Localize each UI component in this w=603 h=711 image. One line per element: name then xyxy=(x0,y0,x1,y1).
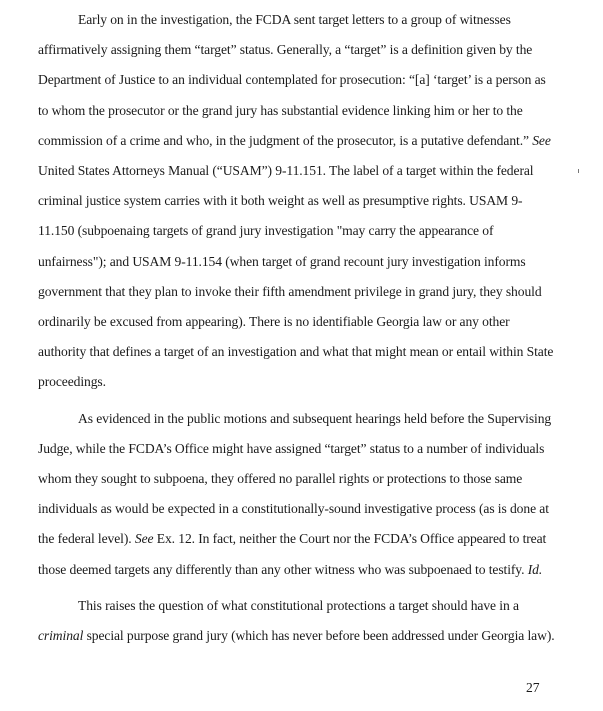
citation-signal-see: See xyxy=(532,132,551,148)
text-segment: special purpose grand jury (which has never before been addressed under Georgia law). xyxy=(83,628,555,644)
margin-mark xyxy=(578,169,579,173)
text-line: authority that defines a target of an investigation and what that might mean or entail within State xyxy=(38,344,554,360)
page-number: 27 xyxy=(526,680,540,695)
text-segment: the federal level). xyxy=(38,531,135,547)
text-segment: Ex. 12. In fact, neither the Court nor the FCDA’s Office appeared to treat xyxy=(153,531,547,547)
text-line xyxy=(38,126,558,156)
text-line: government that they plan to invoke their fifth amendment privilege in grand jury, they should xyxy=(38,283,542,299)
text-line: Department of Justice to an individual contemplated for prosecution: “[a] ‘target’ is a person as xyxy=(38,72,546,88)
text-line: United States Attorneys Manual (“USAM”) 9-11.151. The label of a target within the federal xyxy=(38,163,534,179)
text-line: 11.150 (subpoenaing targets of grand jury investigation "may carry the appearance of xyxy=(38,223,494,239)
text-line: As evidenced in the public motions and subsequent hearings held before the Supervising xyxy=(78,410,552,426)
text-line: individuals as would be expected in a constitutionally-sound investigative process (as is done at xyxy=(38,501,549,517)
text-line: ordinarily be excused from appearing). There is no identifiable Georgia law or any other xyxy=(38,314,510,330)
text-line xyxy=(38,524,558,554)
text-line: This raises the question of what constitutional protections a target should have in a xyxy=(78,597,519,613)
paragraph-target-letters xyxy=(38,5,558,398)
text-line: proceedings. xyxy=(38,374,106,390)
citation-signal-see: See xyxy=(134,531,154,547)
citation-id: Id. xyxy=(527,561,543,577)
paragraph-constitutional-question xyxy=(38,591,558,651)
text-line: Early on in the investigation, the FCDA sent target letters to a group of witnesses xyxy=(78,12,511,27)
text-segment: those deemed targets any differently than any other witness who was subpoenaed to testify. xyxy=(38,561,528,577)
paragraph-supervising-judge xyxy=(38,404,558,585)
text-line xyxy=(38,555,558,585)
text-line: to whom the prosecutor or the grand jury has substantial evidence linking him or her to the xyxy=(38,102,523,118)
text-line xyxy=(38,621,558,651)
text-segment: commission of a crime and who, in the judgment of the prosecutor, is a putative defendant.” xyxy=(38,132,533,148)
document-page xyxy=(38,5,558,651)
text-line: affirmatively assigning them “target” status. Generally, a “target” is a definition given by the xyxy=(38,42,533,58)
emphasis-criminal: criminal xyxy=(38,628,84,644)
text-line: Judge, while the FCDA’s Office might have assigned “target” status to a number of individuals xyxy=(38,440,545,456)
text-line: criminal justice system carries with it both weight as well as presumptive rights. USAM 9- xyxy=(38,193,523,209)
text-line: unfairness"); and USAM 9-11.154 (when target of grand recount jury investigation informs xyxy=(38,253,526,269)
text-line: whom they sought to subpoena, they offered no parallel rights or protections to those same xyxy=(38,471,523,487)
